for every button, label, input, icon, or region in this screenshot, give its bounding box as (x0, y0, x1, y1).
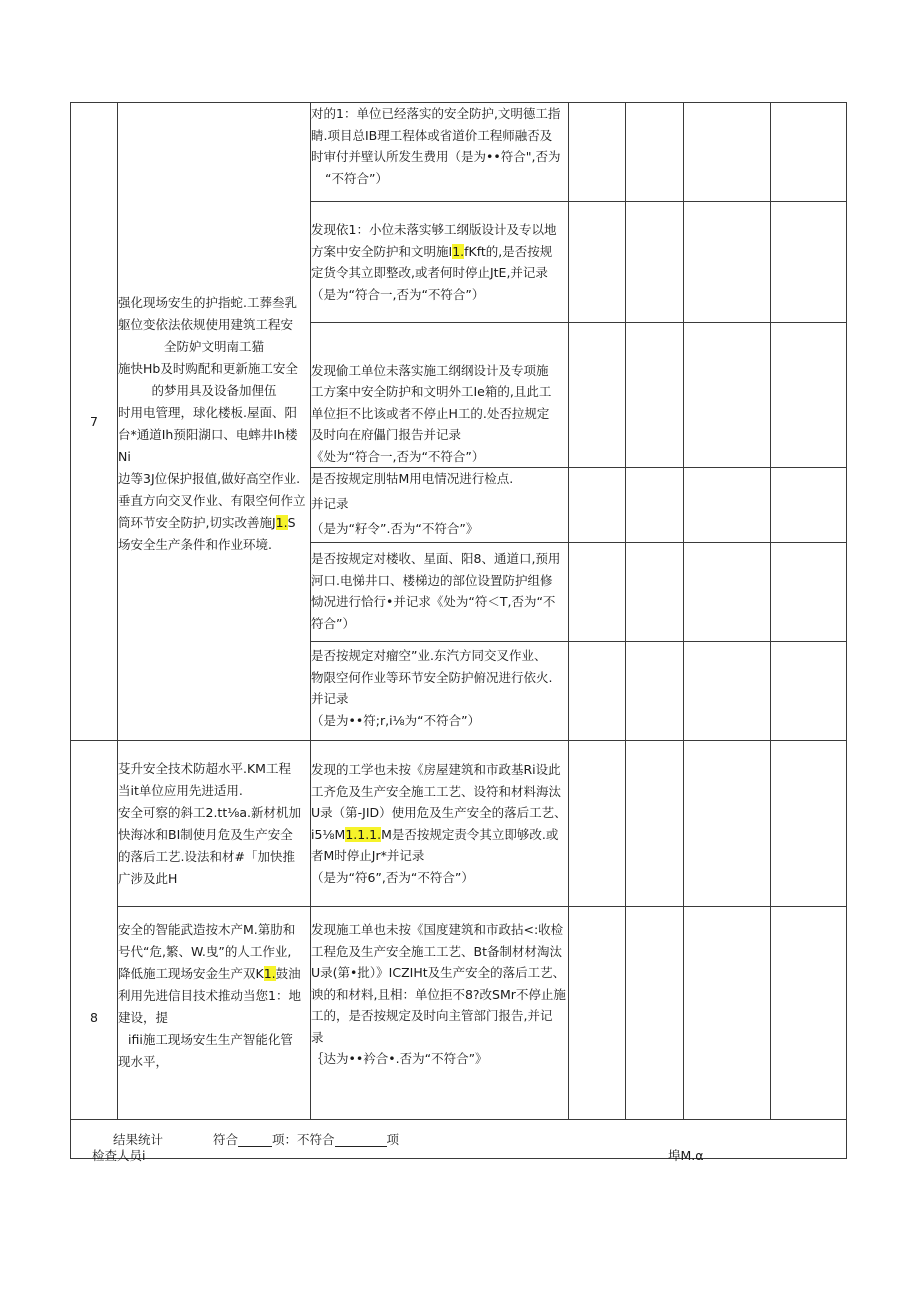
check-line: 者M时停止Jr*并记录 (311, 848, 425, 863)
item-line-text: 筒环节安全防护,切实改善施J (118, 515, 276, 530)
blank-cell[interactable] (626, 543, 684, 642)
item-line-text: S (287, 515, 296, 530)
item-line: 利用先进信目技术推动当您1：地 (118, 988, 301, 1003)
nonconform-label: 项：不符合 (272, 1132, 335, 1147)
check-line: 工方案中安全防护和文明外工Ie箱的,且此工 (311, 384, 552, 399)
blank-cell[interactable] (626, 468, 684, 543)
nonconform-count-blank[interactable] (335, 1132, 387, 1147)
check-line: 谀的和材料,且相：单位拒不8?改SMr不停止施 (311, 986, 566, 1002)
check-line: （是为“籽令”.否为“不符合”》 (311, 520, 479, 536)
inspection-table-sheet (70, 102, 846, 1159)
check-line: U录（第-JID）使用危及生产安全的落后工艺、 (311, 805, 567, 820)
check-item (311, 202, 569, 323)
check-line: 发现施工单也未按《国度建筑和市政拈<:收检 (311, 922, 564, 937)
blank-cell[interactable] (626, 642, 684, 741)
check-line: 并记录 (311, 691, 349, 706)
item-unit-label: 项 (386, 1132, 400, 1147)
item-line: 建设，提 (118, 1010, 169, 1025)
blank-cell[interactable] (626, 907, 684, 1120)
item-line: 的梦用具及设备加俚伍 (151, 383, 277, 398)
blank-cell[interactable] (569, 907, 626, 1120)
blank-cell[interactable] (684, 103, 771, 202)
item-line: 全防妒文明南工猫 (163, 339, 264, 354)
check-line: （是为••符;r,i⅛为“不符合”） (311, 712, 481, 728)
row-7-item-text (118, 103, 311, 741)
item-line: 台*通道Ih预阳湖口、电蟀井Ih楼Ni (118, 427, 298, 464)
check-item (311, 543, 569, 642)
check-line: 恸况进行恰行•并记求《处为“符＜T,否为“不 (311, 594, 556, 609)
check-item (311, 907, 569, 1120)
inspection-table (70, 102, 847, 1159)
check-line: 是否按规定刖牯M用电情况进行检点. (311, 471, 514, 486)
result-summary (71, 1120, 847, 1159)
blank-cell[interactable] (771, 468, 847, 543)
check-line: 并记录 (311, 495, 349, 511)
item-line (118, 512, 310, 534)
check-line: 及时向在府儡门报告并记录 (311, 427, 462, 442)
item-line: 边等3J位保护报值,做好高空作业. (118, 471, 301, 486)
blank-cell[interactable] (771, 907, 847, 1120)
blank-cell[interactable] (569, 103, 626, 202)
check-line-text: 方案中安全防护和文明施I (311, 243, 453, 259)
check-line: 是否按规定对楼收、星面、阳8、通道口,预用 (311, 551, 561, 566)
check-line: 录 (311, 1029, 324, 1045)
item-line: 强化现场安生的护指蛇.工葬叁乳 (118, 295, 297, 310)
check-item (311, 323, 569, 468)
check-line: 符合”） (311, 615, 355, 631)
row-8-item-text-a (118, 741, 311, 907)
item-line: 垂直方向交叉作业、有限空何作立 (118, 493, 306, 508)
summary-row (71, 1120, 847, 1159)
blank-cell[interactable] (684, 323, 771, 468)
item-line: 场安全生产条件和作业环境. (118, 537, 272, 552)
row-8-number: 8 (71, 741, 118, 1120)
conform-label: 符合 (213, 1132, 239, 1147)
item-line: 芟升安全技术防超水平.KM工程 (118, 760, 291, 776)
blank-cell[interactable] (684, 907, 771, 1120)
blank-cell[interactable] (569, 468, 626, 543)
check-item (311, 468, 569, 543)
check-line: 发现偷工单位未落实施工纲纲设计及专项施 (311, 362, 549, 378)
check-item (311, 741, 569, 907)
blank-cell[interactable] (626, 103, 684, 202)
check-line: “不符合”） (325, 170, 388, 186)
item-line: 广涉及此H (118, 870, 178, 886)
check-line: 工齐危及生产安全施工工艺、设符和材料海汰 (311, 783, 562, 799)
check-line: 睛.项目总IB理工程体或省道价工程师融否及 (311, 127, 553, 143)
row-8-check-2 (71, 907, 847, 1120)
check-line: 发现的工学也未按《房屋建筑和市政基Ri设此 (311, 762, 561, 777)
item-line: 躯位变依法依规使用建筑工程安 (118, 317, 294, 332)
blank-cell[interactable] (684, 202, 771, 323)
highlight-mark: 1. (275, 515, 288, 530)
blank-cell[interactable] (684, 642, 771, 741)
highlight-mark: 1. (263, 966, 276, 981)
check-line-text: M是否按规定责令其立即够改.或 (381, 826, 559, 842)
check-line: ｛达为••衿合•.否为“不符合”》 (311, 1051, 488, 1066)
item-line: 现水平， (118, 1054, 169, 1069)
item-line-text: 鼓油 (275, 966, 301, 981)
check-line (311, 824, 568, 846)
check-line: 物限空何作业等环节安全防护俯况进行依火. (311, 669, 553, 685)
blank-cell[interactable] (569, 642, 626, 741)
summary-label: 结果统计 (113, 1132, 164, 1147)
blank-cell[interactable] (771, 741, 847, 907)
check-line-text: i5⅛M (311, 826, 346, 842)
item-line: 安全的智能武造按木产M.第肋和 (118, 922, 296, 937)
blank-cell[interactable] (569, 741, 626, 907)
row-8-check-1 (71, 741, 847, 907)
check-line: U录(第•批）》ICZIHt及生产安全的落后工艺、 (311, 965, 566, 980)
blank-cell[interactable] (626, 741, 684, 907)
row-7-number: 7 (71, 103, 118, 741)
blank-cell[interactable] (684, 543, 771, 642)
blank-cell[interactable] (626, 202, 684, 323)
footer-right-label: 埠M.α (668, 1148, 704, 1163)
check-line: 时审付并壁认所发生费用（是为••符合",否为 (311, 149, 561, 164)
row-7-check-1 (71, 103, 847, 202)
check-line (311, 241, 568, 263)
blank-cell[interactable] (771, 103, 847, 202)
item-line: 快海冰和BI制使月危及生产安全 (118, 826, 293, 842)
blank-cell[interactable] (771, 642, 847, 741)
item-line: 的落后工艺.设法和材#「加快推 (118, 848, 295, 864)
item-line: ifii施工现场安生生产智能化管 (128, 1032, 293, 1047)
highlight-mark: 1. (452, 243, 465, 259)
check-line: 对的1：单位已经落实的安全防护,文明德工指 (311, 106, 561, 121)
highlight-mark: 1.1.1. (345, 826, 382, 842)
item-line: 号代“危,繁、W.曳”的人工作业, (118, 944, 292, 959)
item-line: 施快Hb及时购配和更新施工安全 (118, 361, 298, 376)
check-line: （是为“符6”,否为“不符合”） (311, 869, 474, 885)
item-line: 时用电管理，球化楼板.屋面、阳 (118, 405, 297, 420)
row-8-item-text-b (118, 907, 311, 1120)
blank-cell[interactable] (569, 543, 626, 642)
item-line-text: 降低施工现场安金生产双K (118, 966, 264, 981)
conform-count-blank[interactable] (238, 1132, 272, 1147)
check-line: 工程危及生产安全施工工艺、Bt备制材材淘汰 (311, 943, 562, 959)
check-item (311, 103, 569, 202)
item-line (118, 963, 310, 985)
check-line: 发现依1：小位未落实够工纲版设计及专以地 (311, 222, 557, 237)
blank-cell[interactable] (684, 468, 771, 543)
blank-cell[interactable] (569, 202, 626, 323)
blank-cell[interactable] (626, 323, 684, 468)
check-item (311, 642, 569, 741)
check-line-text: fKft的,是否按规 (464, 243, 553, 259)
check-line: 定货令其立即整改,或者何时停止JtE,并记录 (311, 265, 548, 280)
check-line: 是否按规定对瘤空”业.东汽方同交叉作业、 (311, 648, 547, 663)
blank-cell[interactable] (684, 741, 771, 907)
check-line: 工的，是否按规定及时向主管部门报告,并记 (311, 1008, 553, 1023)
item-line: 当it单位应用先进适用. (118, 782, 243, 798)
blank-cell[interactable] (771, 323, 847, 468)
inspector-label: 检查人员i (92, 1148, 146, 1163)
item-line: 安全可察的斜工2.tt⅛a.新材机加 (118, 804, 301, 820)
blank-cell[interactable] (771, 543, 847, 642)
check-line: 河口.电悌井口、楼梯边的部位设置防护组修 (311, 572, 553, 588)
blank-cell[interactable] (771, 202, 847, 323)
check-line: 《处为“符合一,否为“不符合”） (311, 448, 485, 464)
blank-cell[interactable] (569, 323, 626, 468)
check-line: （是为“符合一,否为“不符合”） (311, 286, 485, 302)
check-line: 单位拒不比该或者不停止H工的.处否拉规定 (311, 405, 550, 421)
